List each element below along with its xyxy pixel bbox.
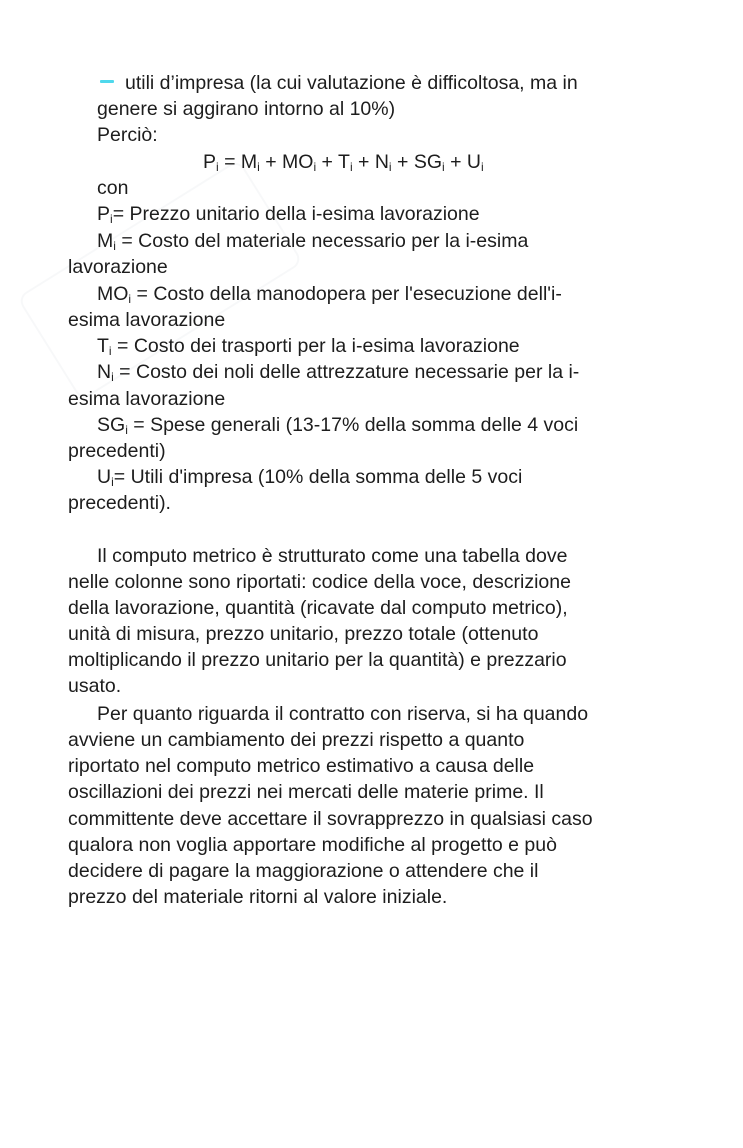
para2-line: decidere di pagare la maggiorazione o attendere che il bbox=[68, 860, 539, 882]
para1-line: moltiplicando il prezzo unitario per la quantità) e prezzario bbox=[68, 649, 567, 671]
def-sg: $SG_i$ = Spese generali (13-17% della somma delle 4 voci bbox=[97, 414, 579, 437]
para1-line: unità di misura, prezzo unitario, prezzo totale (ottenuto bbox=[68, 623, 539, 645]
para2-line: qualora non voglia apportare modifiche al progetto e può bbox=[68, 834, 557, 856]
para2-line: riportato nel computo metrico estimativo a causa delle bbox=[68, 755, 535, 777]
formula: $P_i = M_i + MO_i + T_i + N_i + SG_i + U_i$ bbox=[203, 151, 484, 174]
def-sg-cont: precedenti) bbox=[68, 440, 166, 462]
bullet-line-1: utili d’impresa (la cui valutazione è difficoltosa, ma in bbox=[125, 72, 578, 94]
bullet-line-2: genere si aggirano intorno al 10%) bbox=[97, 98, 396, 120]
def-n-cont: esima lavorazione bbox=[68, 388, 226, 410]
def-p: $P_i=$ Prezzo unitario della i-esima lavorazione bbox=[97, 203, 480, 226]
para2-line: Per quanto riguarda il contratto con riserva, si ha quando bbox=[97, 703, 589, 725]
para1-line: usato. bbox=[68, 675, 122, 697]
def-mo: $MO_i$ = Costo della manodopera per l'esecuzione dell'i- bbox=[97, 283, 562, 306]
con-label: con bbox=[97, 177, 129, 199]
para2-line: committente deve accettare il sovrapprezzo in qualsiasi caso bbox=[68, 808, 593, 830]
para2-line: prezzo del materiale ritorni al valore iniziale. bbox=[68, 886, 448, 908]
def-n: $N_i$ = Costo dei noli delle attrezzature necessarie per la i- bbox=[97, 361, 580, 384]
para2-line: oscillazioni dei prezzi nei mercati delle materie prime. Il bbox=[68, 781, 544, 803]
bullet-dash-icon bbox=[100, 80, 114, 83]
def-m: $M_i$ = Costo del materiale necessario per la i-esima bbox=[97, 230, 529, 253]
para1-line: Il computo metrico è strutturato come una tabella dove bbox=[97, 545, 568, 567]
def-t: $T_i$ = Costo dei trasporti per la i-esima lavorazione bbox=[97, 335, 520, 358]
intro-label: Perciò: bbox=[97, 124, 158, 146]
para1-line: nelle colonne sono riportati: codice della voce, descrizione bbox=[68, 571, 571, 593]
para1-line: della lavorazione, quantità (ricavate dal computo metrico), bbox=[68, 597, 568, 619]
def-m-cont: lavorazione bbox=[68, 256, 168, 278]
para2-line: avviene un cambiamento dei prezzi rispetto a quanto bbox=[68, 729, 525, 751]
def-mo-cont: esima lavorazione bbox=[68, 309, 226, 331]
def-u-cont: precedenti). bbox=[68, 492, 171, 514]
def-u: $U_i=$ Utili d'impresa (10% della somma delle 5 voci bbox=[97, 466, 523, 489]
